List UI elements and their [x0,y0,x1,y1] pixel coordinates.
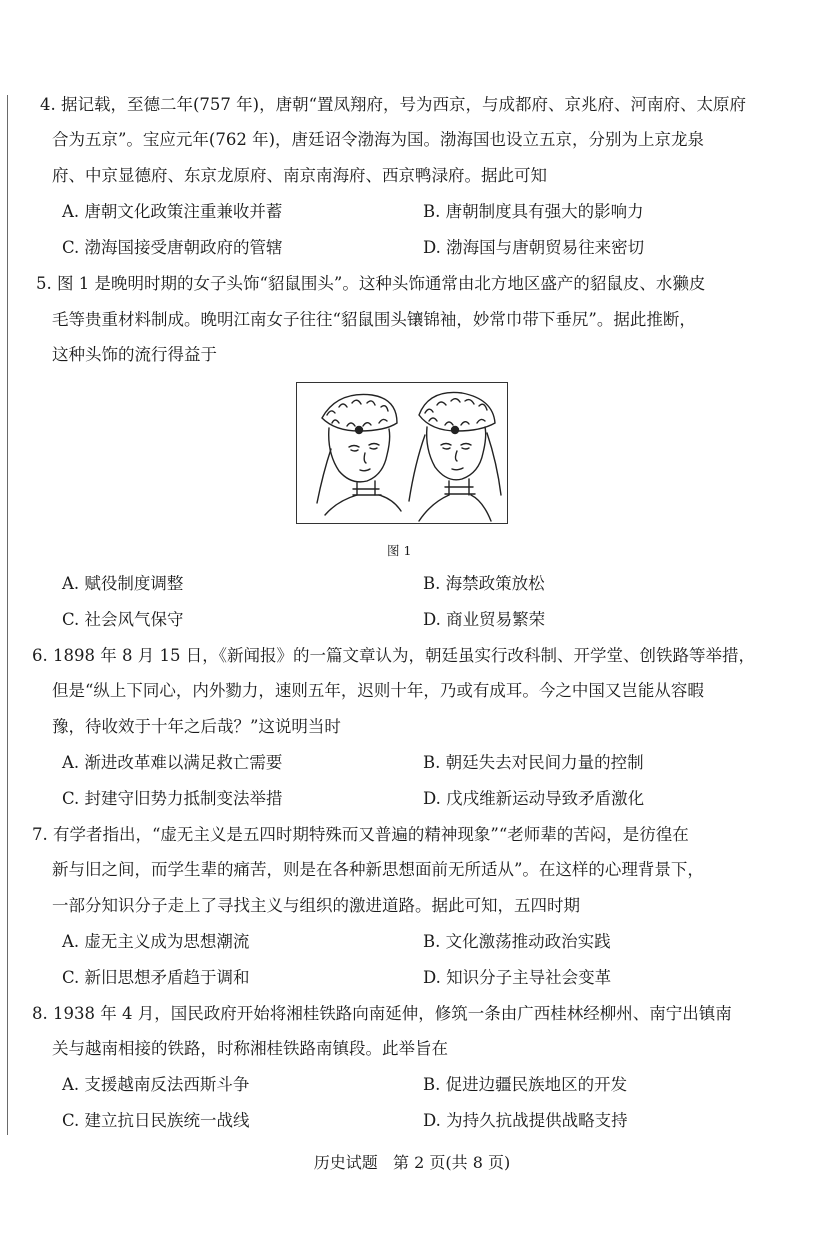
question-8-option-d[interactable]: D. 为持久抗战提供战略支持 [423,1111,628,1130]
question-6-option-d[interactable]: D. 戊戌维新运动导致矛盾激化 [423,789,645,808]
question-7-line-2: 新与旧之间，而学生辈的痛苦，则是在各种新思想面前无所适从”。在这样的心理背景下， [52,860,704,879]
question-4-option-c[interactable]: C. 渤海国接受唐朝政府的管辖 [62,238,283,257]
question-6-line-1: 6. 1898 年 8 月 15 日，《新闻报》的一篇文章认为，朝廷虽实行改科制、开学堂、创铁路等举措， [32,646,755,665]
question-8-line-1: 8. 1938 年 4 月，国民政府开始将湘桂铁路向南延伸，修筑一条由广西桂林经柳州、南宁出镇南 [32,1004,732,1023]
question-6-option-b[interactable]: B. 朝廷失去对民间力量的控制 [423,753,644,772]
question-5-option-b[interactable]: B. 海禁政策放松 [423,574,545,593]
question-6-option-c[interactable]: C. 封建守旧势力抵制变法举措 [62,789,283,808]
question-5-option-a[interactable]: A. 赋役制度调整 [62,574,184,593]
question-8-option-b[interactable]: B. 促进边疆民族地区的开发 [423,1075,628,1094]
question-6-line-3: 豫，待收效于十年之后哉？”这说明当时 [52,717,341,736]
question-4-option-a[interactable]: A. 唐朝文化政策注重兼收并蓄 [62,202,283,221]
page-footer: 历史试题 第 2 页(共 8 页) [313,1153,511,1172]
question-5-line-2: 毛等贵重材料制成。晚明江南女子往往“貂鼠围头镶锦袖，妙常巾带下垂尻”。据此推断， [52,310,696,329]
question-7-option-a[interactable]: A. 虚无主义成为思想潮流 [62,932,250,951]
question-8-line-2: 关与越南相接的铁路，时称湘桂铁路南镇段。此举旨在 [52,1039,448,1058]
question-7-line-1: 7. 有学者指出，“虚无主义是五四时期特殊而又普遍的精神现象”“老师辈的苦闷，是彷徨在 [32,825,689,844]
question-7-line-3: 一部分知识分子走上了寻找主义与组织的激进道路。据此可知，五四时期 [52,896,580,915]
question-8-option-a[interactable]: A. 支援越南反法西斯斗争 [62,1075,250,1094]
question-4-line-2: 合为五京”。宝应元年(762 年)，唐廷诏令渤海为国。渤海国也设立五京，分别为上京龙泉 [52,130,705,149]
question-7-option-c[interactable]: C. 新旧思想矛盾趋于调和 [62,968,250,987]
question-5-line-3: 这种头饰的流行得益于 [52,345,217,364]
figure-1-caption: 图 1 [387,543,412,558]
question-8-option-c[interactable]: C. 建立抗日民族统一战线 [62,1111,250,1130]
question-6-line-2: 但是“纵上下同心，内外勠力，速则五年，迟则十年，乃或有成耳。今之中国又岂能从容暇 [52,681,704,700]
question-5-line-1: 5. 图 1 是晚明时期的女子头饰“貂鼠围头”。这种头饰通常由北方地区盛产的貂鼠皮、水獭皮 [36,274,706,293]
question-4-line-1: 4. 据记载，至德二年(757 年)，唐朝“置凤翔府，号为西京，与成都府、京兆府、河南府、太原府 [40,95,747,114]
question-5-option-d[interactable]: D. 商业贸易繁荣 [423,610,546,629]
question-4-option-d[interactable]: D. 渤海国与唐朝贸易往来密切 [423,238,645,257]
two-women-portrait-drawing [297,383,507,523]
figure-1-headwear-illustration [296,382,508,524]
left-margin-rule [7,95,8,1135]
question-4-option-b[interactable]: B. 唐朝制度具有强大的影响力 [423,202,644,221]
question-7-option-d[interactable]: D. 知识分子主导社会变革 [423,968,612,987]
question-6-option-a[interactable]: A. 渐进改革难以满足救亡需要 [62,753,283,772]
question-4-line-3: 府、中京显德府、东京龙原府、南京南海府、西京鸭渌府。据此可知 [52,166,547,185]
question-7-option-b[interactable]: B. 文化激荡推动政治实践 [423,932,611,951]
question-5-option-c[interactable]: C. 社会风气保守 [62,610,184,629]
